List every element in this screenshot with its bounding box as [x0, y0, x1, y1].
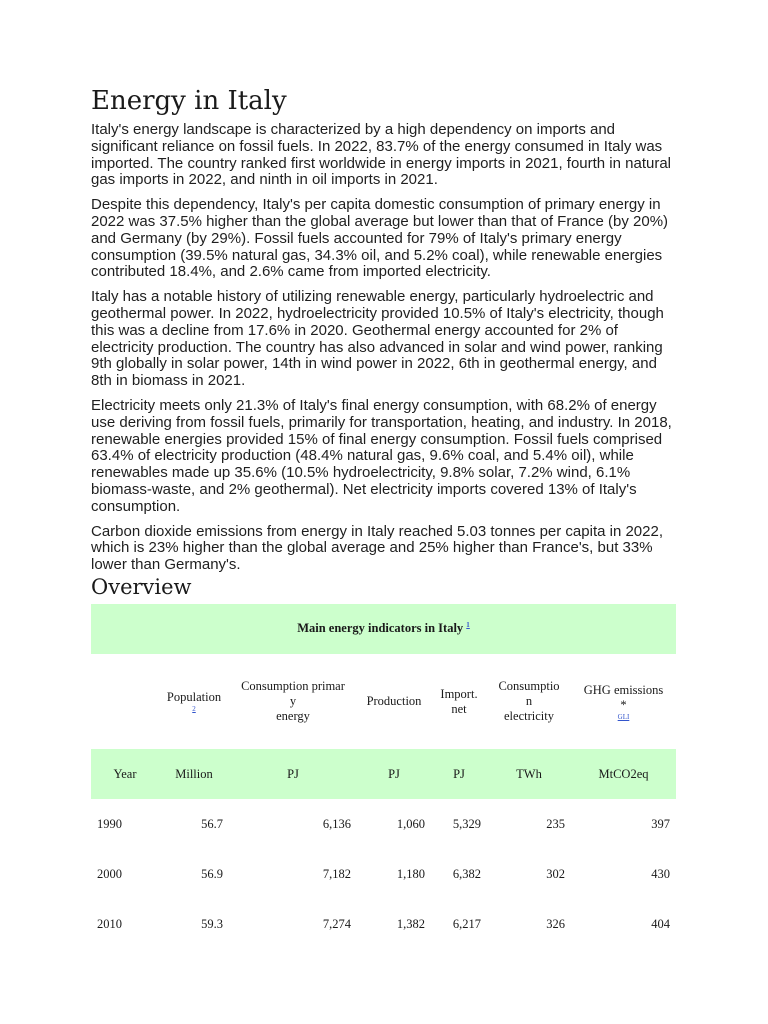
table-caption-row — [91, 604, 676, 654]
paragraph: Carbon dioxide emissions from energy in Italy reached 5.03 tonnes per capita in 2022, which is 23% higher than the global average and 25% higher than France's, but 33% lower than Germany's. — [91, 522, 663, 574]
cell-production: 1,382 — [396, 916, 425, 931]
cell-consumption-electricity: 302 — [546, 866, 565, 881]
table-row — [91, 899, 676, 949]
cell-consumption-electricity: 326 — [546, 916, 565, 931]
caption-reference-link[interactable]: 1 — [466, 621, 470, 630]
table-row — [91, 799, 676, 849]
unit-year: Year — [91, 749, 159, 799]
unit-import-net: PJ — [431, 749, 487, 799]
cell-year: 2010 — [97, 916, 122, 931]
cell-ghg: 397 — [651, 816, 670, 831]
cell-production: 1,180 — [396, 866, 425, 881]
header-ghg-label: GHG emissions * — [583, 682, 664, 712]
table-caption — [91, 604, 676, 654]
population-reference-link[interactable]: 2 — [192, 705, 196, 713]
cell-population: 59.3 — [201, 916, 223, 931]
cell-year: 2000 — [97, 866, 122, 881]
cell-import-net: 6,217 — [452, 916, 481, 931]
unit-production: PJ — [357, 749, 431, 799]
cell-consumption-primary: 7,274 — [322, 916, 351, 931]
cell-import-net: 5,329 — [452, 816, 481, 831]
cell-population: 56.7 — [201, 816, 223, 831]
page-title: Energy in Italy — [91, 86, 287, 116]
table-header-row — [91, 654, 676, 749]
paragraph: Italy has a notable history of utilizing renewable energy, particularly hydroelectric and geothermal power. In 2022, hydroelectricity provided 10.5% of Italy's electricity, though this was a decline from 17.6% in 2020. Geothermal energy accounted for 2% of electricity production. The country has also advanced in solar and wind power, ranking 9th globally in solar power, 14th in wind power in 2022, 6th in geothermal energy, and 8th in biomass in 2021. — [91, 288, 664, 390]
cell-consumption-electricity: 235 — [546, 816, 565, 831]
header-consumption-primary: Consumption primar y energy — [241, 679, 345, 723]
paragraph: Despite this dependency, Italy's per capita domestic consumption of primary energy in 2022 was 37.5% higher than the global average but lower than that of France (by 20%) and Germany (by 29%). Fossil fuels accounted for 79% of Italy's primary energy consumption (39.5% natural gas, 34.3% oil, and 5.2% coal), while renewable energies contributed 18.4%, and 2.6% came from imported electricity. — [91, 196, 669, 281]
header-import-net: Import. net — [440, 686, 478, 716]
header-production: Production — [366, 694, 422, 708]
paragraph: Italy's energy landscape is characterized by a high dependency on imports and significant reliance on fossil fuels. In 2022, 83.7% of the energy consumed in Italy was imported. The country ranked first worldwide in energy imports in 2021, fourth in natural gas imports in 2022, and ninth in oil imports in 2021. — [91, 121, 672, 189]
cell-ghg: 404 — [651, 916, 670, 931]
unit-consumption-electricity: TWh — [487, 749, 571, 799]
header-population-label: Population — [166, 690, 222, 704]
cell-production: 1,060 — [396, 816, 425, 831]
cell-consumption-primary: 6,136 — [322, 816, 351, 831]
header-empty — [91, 654, 159, 749]
unit-ghg: MtCO2eq — [571, 749, 676, 799]
intro-paragraphs — [91, 122, 681, 582]
cell-consumption-primary: 7,182 — [322, 866, 351, 881]
ghg-reference-link[interactable]: GLI — [617, 712, 630, 721]
table-units-row — [91, 749, 676, 799]
table-row — [91, 849, 676, 899]
paragraph: Electricity meets only 21.3% of Italy's final energy consumption, with 68.2% of energy use deriving from fossil fuels, primarily for transportation, heating, and industry. In 2018, renewable energies provided 15% of final energy consumption. Fossil fuels comprised 63.4% of electricity production (48.4% natural gas, 9.6% coal, and 5.4% oil), while renewables made up 35.6% (10.5% hydroelectricity, 9.8% solar, 7.2% wind, 6.1% biomass-waste, and 2% geothermal). Net electricity imports covered 13% of Italy's consumption. — [91, 396, 672, 515]
header-ghg-emissions — [571, 654, 676, 749]
cell-ghg: 430 — [651, 866, 670, 881]
unit-population: Million — [159, 749, 229, 799]
unit-consumption-primary: PJ — [229, 749, 357, 799]
cell-year: 1990 — [97, 816, 122, 831]
cell-import-net: 6,382 — [452, 866, 481, 881]
section-heading-overview: Overview — [91, 575, 192, 599]
table-caption-text: Main energy indicators in Italy — [297, 621, 464, 636]
energy-indicators-table — [91, 604, 676, 949]
header-population — [159, 654, 229, 749]
cell-population: 56.9 — [201, 866, 223, 881]
header-consumption-electricity: Consumptio n electricity — [498, 679, 560, 723]
